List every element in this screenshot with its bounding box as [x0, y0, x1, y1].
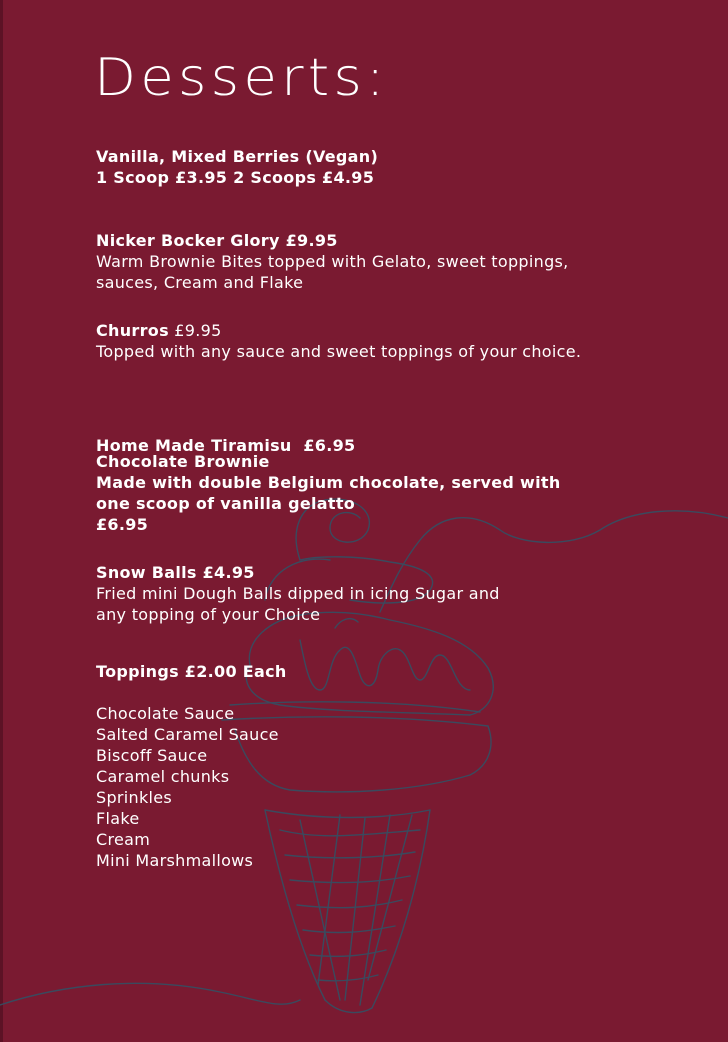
page-edge: [0, 0, 3, 1042]
menu-item-churros: [96, 320, 581, 362]
toppings-heading: Toppings £2.00 Each: [96, 662, 287, 681]
item-description: sauces, Cream and Flake: [96, 273, 304, 292]
topping-item: Sprinkles: [96, 788, 173, 807]
topping-item: Mini Marshmallows: [96, 851, 254, 870]
item-price: £6.95: [96, 515, 149, 534]
topping-item: Cream: [96, 830, 151, 849]
item-details: one scoop of vanilla gelatto: [96, 494, 356, 513]
item-details: Made with double Belgium chocolate, served with: [96, 473, 561, 492]
menu-item-nicker-bocker-glory: [96, 230, 569, 293]
page-title: Desserts:: [94, 48, 389, 108]
topping-item: Flake: [96, 809, 140, 828]
item-description: Topped with any sauce and sweet toppings of your choice.: [96, 342, 582, 361]
item-name: Home Made Tiramisu £6.95: [96, 436, 356, 455]
item-name: Churros: [96, 321, 169, 340]
item-name: Chocolate Brownie: [96, 452, 270, 471]
item-price: £9.95: [168, 321, 222, 340]
menu-item-snow-balls: [96, 562, 500, 625]
topping-item: Salted Caramel Sauce: [96, 725, 279, 744]
topping-item: Caramel chunks: [96, 767, 230, 786]
item-name: Nicker Bocker Glory £9.95: [96, 231, 338, 250]
toppings-section: [96, 661, 287, 871]
menu-item-chocolate-brownie: [96, 451, 561, 535]
item-name: Snow Balls £4.95: [96, 563, 255, 582]
item-description: Warm Brownie Bites topped with Gelato, sweet toppings,: [96, 252, 569, 271]
item-name: Vanilla, Mixed Berries (Vegan): [96, 147, 379, 166]
topping-item: Chocolate Sauce: [96, 704, 235, 723]
item-price: 1 Scoop £3.95 2 Scoops £4.95: [96, 168, 375, 187]
item-description: any topping of your Choice: [96, 605, 321, 624]
menu-item-vanilla: [96, 146, 378, 188]
topping-item: Biscoff Sauce: [96, 746, 208, 765]
item-description: Fried mini Dough Balls dipped in icing Sugar and: [96, 584, 500, 603]
